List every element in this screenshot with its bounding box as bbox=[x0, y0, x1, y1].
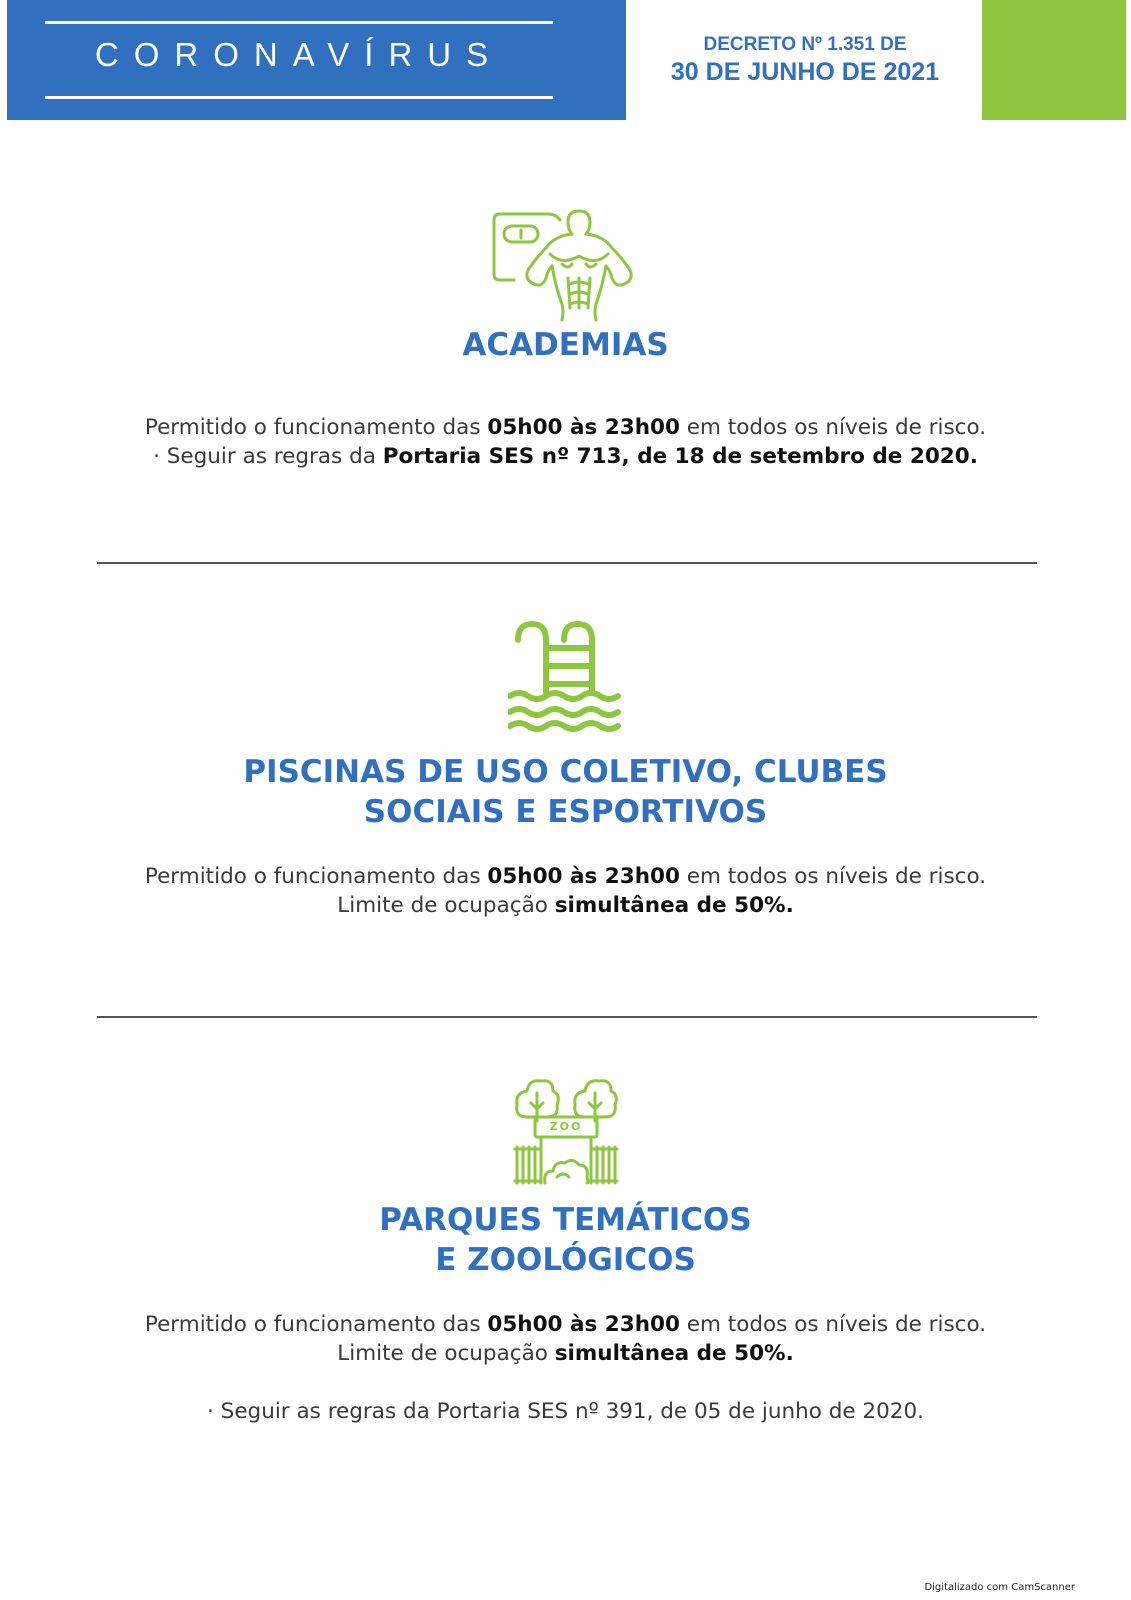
text-segment: em todos os níveis de risco. bbox=[679, 1312, 987, 1337]
header-rule-top bbox=[45, 21, 553, 24]
header-green-block bbox=[982, 0, 1126, 120]
academias-rule-text bbox=[0, 442, 1131, 472]
text-segment: em todos os níveis de risco. bbox=[679, 864, 987, 889]
text-segment: Limite de ocupação bbox=[337, 893, 555, 918]
hours-range: 05h00 às 23h00 bbox=[487, 1312, 680, 1337]
decree-number: DECRETO Nº 1.351 DE bbox=[703, 34, 907, 55]
section-title-parques bbox=[0, 1200, 1131, 1280]
academias-hours-text bbox=[0, 413, 1131, 443]
piscinas-occupancy-text bbox=[0, 891, 1131, 921]
title-line: PISCINAS DE USO COLETIVO, CLUBES bbox=[243, 754, 888, 790]
pool-ladder-icon bbox=[508, 620, 624, 732]
text-segment: Limite de ocupação bbox=[337, 1341, 555, 1366]
title-line: PARQUES TEMÁTICOS bbox=[379, 1202, 752, 1238]
text-segment: Permitido o funcionamento das bbox=[144, 1312, 488, 1337]
section-divider bbox=[97, 1016, 1037, 1018]
occupancy-limit: simultânea de 50%. bbox=[554, 893, 794, 918]
occupancy-limit: simultânea de 50%. bbox=[554, 1341, 794, 1366]
parques-hours-text bbox=[0, 1310, 1131, 1340]
parques-rule-text: · Seguir as regras da Portaria SES nº 391, de 05 de junho de 2020. bbox=[207, 1399, 924, 1424]
header-rule-bottom bbox=[45, 96, 553, 99]
header-banner bbox=[7, 0, 626, 120]
text-segment: Permitido o funcionamento das bbox=[144, 415, 488, 440]
decree-date: 30 DE JUNHO DE 2021 bbox=[670, 58, 940, 86]
text-segment: · Seguir as regras da bbox=[153, 444, 383, 469]
title-line: E ZOOLÓGICOS bbox=[435, 1242, 696, 1278]
piscinas-hours-text bbox=[0, 862, 1131, 892]
scanner-watermark: Digitalizado com CamScanner bbox=[924, 1582, 1075, 1593]
zoo-sign-text: ZOO bbox=[549, 1120, 583, 1133]
section-title-academias: ACADEMIAS bbox=[462, 327, 669, 363]
decree-label bbox=[640, 34, 970, 87]
parques-occupancy-text bbox=[0, 1339, 1131, 1369]
text-segment: Permitido o funcionamento das bbox=[144, 864, 488, 889]
text-segment: em todos os níveis de risco. bbox=[679, 415, 987, 440]
hours-range: 05h00 às 23h00 bbox=[487, 415, 680, 440]
gym-icon bbox=[490, 208, 640, 323]
hours-range: 05h00 às 23h00 bbox=[487, 864, 680, 889]
title-line: SOCIAIS E ESPORTIVOS bbox=[363, 794, 768, 830]
portaria-reference: Portaria SES nº 713, de 18 de setembro de 2020. bbox=[382, 444, 978, 469]
section-title-piscinas bbox=[0, 752, 1131, 832]
section-divider bbox=[97, 562, 1037, 564]
header-title: CORONAVÍRUS bbox=[94, 36, 504, 73]
